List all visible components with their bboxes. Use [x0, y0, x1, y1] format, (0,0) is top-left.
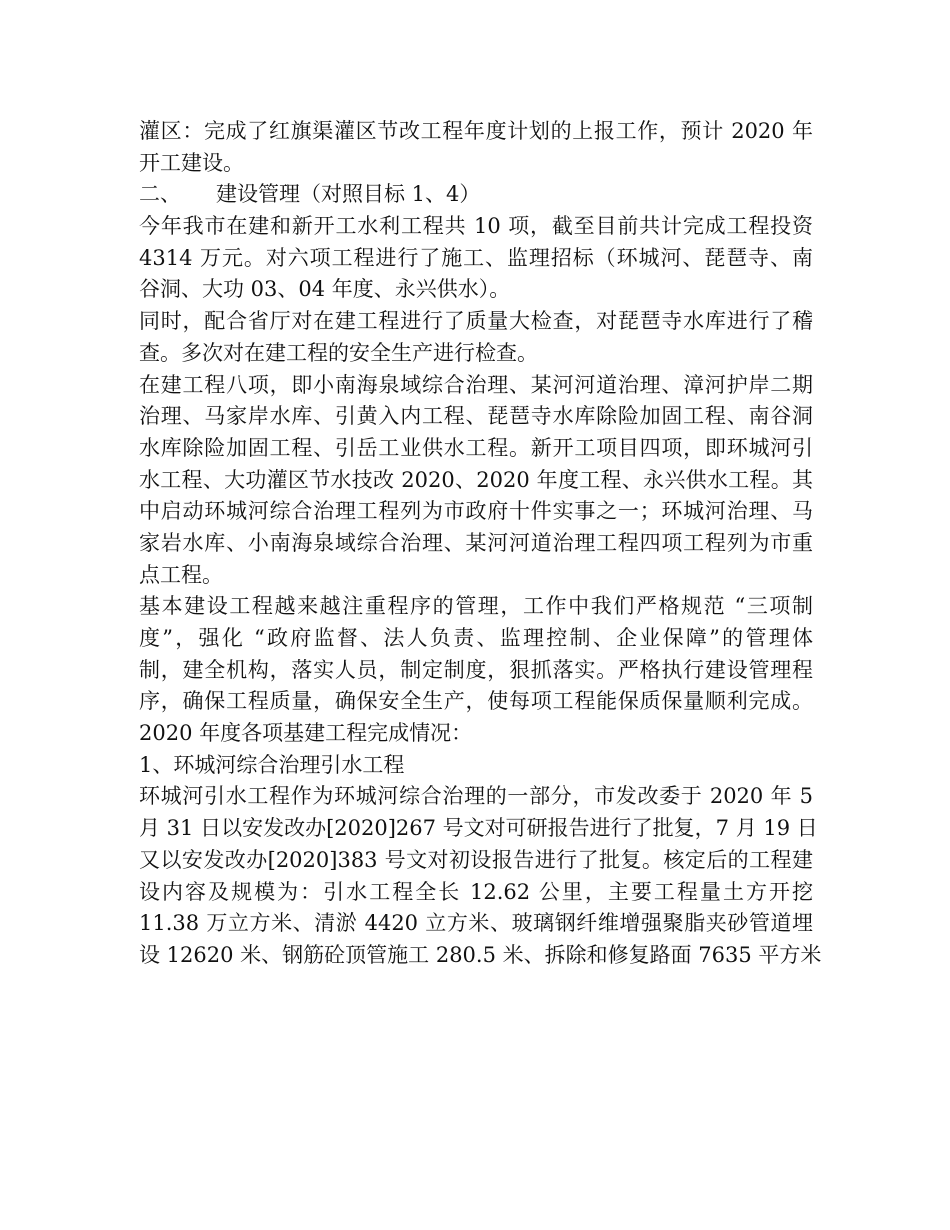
text-line: 家岩水库、小南海泉域综合治理、某河河道治理工程四项工程列为市重	[139, 530, 813, 555]
text-line: 2020 年度各项基建工程完成情况：	[139, 721, 473, 746]
text-line: 在建工程八项，即小南海泉域综合治理、某河河道治理、漳河护岸二期	[139, 372, 813, 397]
text-line: 灌区：完成了红旗渠灌区节改工程年度计划的上报工作，预计 2020 年	[139, 119, 813, 143]
text-line: 环城河引水工程作为环城河综合治理的一部分，市发改委于 2020 年 5	[139, 784, 813, 809]
text-line: 治理、马家岸水库、引黄入内工程、琵琶寺水库除险加固工程、南谷洞	[139, 404, 813, 429]
section-heading-number: 二、	[139, 182, 181, 207]
text-line: 又以安发改办[2020]383 号文对初设报告进行了批复。核定后的工程建	[139, 847, 813, 872]
text-line: 11.38 万立方米、清淤 4420 立方米、玻璃钢纤维增强聚脂夹砂管道埋	[139, 911, 813, 936]
text-line: 4314 万元。对六项工程进行了施工、监理招标（环城河、琵琶寺、南	[139, 245, 813, 270]
text-line: 1、环城河综合治理引水工程	[139, 752, 405, 777]
text-line: 开工建设。	[139, 150, 244, 175]
text-line: 设内容及规模为：引水工程全长 12.62 公里，主要工程量土方开挖	[139, 879, 813, 904]
text-line: 点工程。	[139, 562, 223, 587]
section-heading	[139, 179, 813, 211]
text-line: 月 31 日以安发改办[2020]267 号文对可研报告进行了批复，7 月 19 日	[139, 816, 818, 841]
text-line: 水工程、大功灌区节水技改 2020、2020 年度工程、永兴供水工程。其	[139, 467, 813, 492]
text-line: 谷洞、大功 03、04 年度、永兴供水）。	[139, 277, 511, 302]
text-line: 序，确保工程质量，确保安全生产，使每项工程能保质保量顺利完成。	[139, 689, 813, 714]
text-line: 同时，配合省厅对在建工程进行了质量大检查，对琵琶寺水库进行了稽	[139, 309, 813, 334]
text-line: 基本建设工程越来越注重程序的管理，工作中我们严格规范 “三项制	[139, 594, 813, 619]
text-line: 制，建全机构，落实人员，制定制度，狠抓落实。严格执行建设管理程	[139, 657, 813, 682]
text-line: 水库除险加固工程、引岳工业供水工程。新开工项目四项，即环城河引	[139, 435, 813, 460]
text-line: 度”，强化 “政府监督、法人负责、监理控制、企业保障”的管理体	[139, 626, 813, 650]
text-line: 设 12620 米、钢筋砼顶管施工 280.5 米、拆除和修复路面 7635 平方米	[139, 942, 822, 967]
text-line: 中启动环城河综合治理工程列为市政府十件实事之一；环城河治理、马	[139, 499, 813, 524]
section-heading-title: 建设管理（对照目标 1、4）	[216, 182, 481, 207]
text-line: 今年我市在建和新开工水利工程共 10 项，截至目前共计完成工程投资	[139, 214, 813, 239]
document-body	[139, 116, 822, 972]
text-line: 查。多次对在建工程的安全生产进行检查。	[139, 340, 538, 365]
